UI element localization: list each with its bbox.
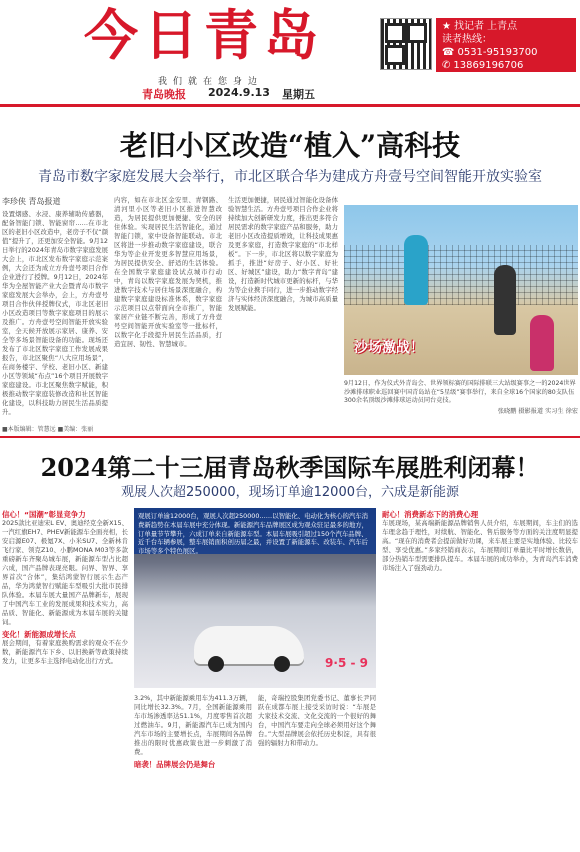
story1-column-1: 设置烟感、水浸、康养辅助传感器，配备智能门锁、智能窗帘……在市北区的老旧小区改造中，老房子不仅“颜值”提升了，还更加安全智能。9月12日举行的2024年青岛市数字家庭发展大会上，市北区发布数字家庭示范案例，大会还为成立方舟壹号项目合作企业进行了授牌。9月12日，2024年华为全屋智能产业大会暨青岛市数字家庭发展大会举办，会上，方舟壹号项目合作伙伴授牌仪式，市北区老旧小区改造项目等数字家庭项目的展示及推广。方舟壹号空间智能开放实验室，全天候开放展示家居、康养、安全等多场景智能设备的功能。现场还发布了市北区数字家庭工作发展成果报告，市北区聚焦“八大应用场景”，在商务楼宇、学校、老旧小区、新建小区等领域“布点”16个项目开展数字家庭建设。市北区聚焦数字赋能，积极推动数字家庭装修改造和社区智能化建设，以科技助力居民生活品质提升。 <box>2 210 108 416</box>
newspaper-brand: 青岛晚报 <box>142 88 186 101</box>
photo-banner: 沙场激战！ <box>354 340 424 356</box>
photo-credit: 张晓鹏 摄影报道 实习生 徐宏 <box>497 407 578 415</box>
story2-column-1b-text: 展会期间，有着家庭换购需求的观众不在少数，新能源汽车下乡、以旧换新等政策持续发力，让更多车主选择电动化出行方式。 <box>2 639 128 665</box>
section-heading: 耐心！消费新态下的消费心理 <box>382 510 479 519</box>
mobile-number: 13869196706 <box>453 60 524 71</box>
volleyball-net <box>344 245 578 305</box>
section-divider <box>0 436 580 438</box>
story2-subhead: 观展人次超250000，现场订单逾12000台，六成是新能源 <box>121 485 459 500</box>
player-figure <box>404 235 428 305</box>
section-heading: 信心！“国潮”彰显竞争力 <box>2 510 86 519</box>
contact-box <box>436 18 576 72</box>
photo-caption-text: 9月12日，作为仪式外青岛会、世界领标赛的国际排联三大站级赛事之一的2024世界沙滩排球职业巡回赛中国青岛站在“5星级”赛事举行，来自全球16个国家的80支队伍300余名顶级沙滩排球运动员同台竞技。 <box>344 380 576 405</box>
qr-finder-icon <box>385 45 405 65</box>
issue-date: 2024.9.13 <box>208 86 270 99</box>
contact-line <box>442 20 576 33</box>
section-heading: 暗袭！品牌展会仍是舞台 <box>134 760 216 769</box>
player-figure <box>530 315 554 371</box>
story2-column-4 <box>382 510 578 848</box>
story2-column-4-text: 车展现场，某高端新能源品牌销售人员介绍，车展期间，车主们的选车理念趋于理性，对续航、智能化、售后服务等方面的关注度明显提高。“现在的消费者会提前做好功课，来车展主要是实地体验、比较车型、享受优惠。”多家经销商表示，车展期间订单量比平时增长数倍，部分热销车型需要排队提车。本届车展的成功举办，为青岛汽车消费市场注入了强劲动力。 <box>382 519 578 572</box>
issue-weekday: 星期五 <box>282 88 315 101</box>
page-credit: ■本版编辑：管慧远 ■美编：张丽 <box>2 426 94 433</box>
contact-line <box>442 33 576 46</box>
photo-overlay-text: 观展订单逾12000台，观展人次超250000……以智能化、电动化为核心的汽车消费新趋势在本届车展中充分体现。新能源汽车品牌展区成为观众驻足最多的地方，订单量节节攀升，六成订单来自新能源车型。本届车展吸引超过150个汽车品牌、近千台车辆参展，整车展销面积创历届之最，并设置了新能源车、改装车、汽车后市场等多个特色展区。 <box>134 508 376 554</box>
story1-subhead: 青岛市数字家庭发展大会举行，市北区联合华为建成方舟壹号空间智能开放实验室 <box>38 169 542 185</box>
story2-column-1-text: 2025款比亚迪宋L EV、奥迪经克全新X15、一汽红旗EH7、PHEV新能源车全面亮相，长安启源E07、极氪7X、小米SU7、全新林肯飞行家、领克Z10、小鹏MONA M03等多款重磅新车齐聚岛城车展，新能源车型占比超六成，国产品牌表现亮眼。问界、智界、享界首次“合体”，集结鸿蒙智行展示生态产品，华为鸿蒙智行赋能车型吸引大批市民排队体验。本届车展大量国产品牌新车，展现了中国汽车工业的发展成果和技术实力，高品质、智能化、新能源成为本届车展的关键词。 <box>2 519 128 626</box>
story2-column-1 <box>2 510 128 848</box>
masthead <box>0 0 580 110</box>
player-figure <box>494 265 516 335</box>
star-icon: ★ <box>442 21 451 32</box>
wheel-icon <box>274 656 290 672</box>
hotline-label: 读者热线： <box>442 34 492 45</box>
wheel-icon <box>208 656 224 672</box>
masthead-rule <box>0 104 580 107</box>
story1-byline: 李珍侠 青岛报道 <box>2 197 61 206</box>
contact-label: 找记者 上青点 <box>453 21 518 32</box>
expo-logo: 9·5 - 9 <box>325 656 368 670</box>
hotline-number: 0531-95193700 <box>457 47 538 58</box>
story1-headline: 老旧小区改造“植入”高科技 <box>119 129 461 162</box>
contact-line <box>442 46 576 59</box>
story1-column-2: 内容，如在市北区金安里、青钢路、清河里小区等老旧小区推进智慧改造，为居民提供更加便捷、安全的居住体验。实现居民生活智能化，通过智能门锁，家中设备智能联动。市北区将进一步推动数字家庭建设，联合华为等企业开发更多智慧应用场景，为居民提供安全、舒适的生活体验。在全国数字家庭建设试点城市行动中，青岛以数字家庭发展为契机，推进数字技术与居住场景深度融合，构建数字家庭建设标准体系，数字家庭示范项目以点带面向全市推广，智能家居产业链不断完善，形成了方舟壹号空间智能开放实验室等一批标杆，以数字化手段提升居民生活品质，打造宜居、韧性、智慧城市。 <box>114 196 222 348</box>
phone-icon: ☎ <box>442 47 455 58</box>
photo-caption <box>344 380 578 416</box>
beach-volleyball-photo <box>344 205 578 375</box>
story1-column-3: 生活更加便捷，居民通过智能化设备体验智慧生活。方舟壹号项目合作企业将持续加大创新研发力度，推出更多符合居民需求的数字家庭产品和服务，助力老旧小区改造提质增效，让科技成果惠及更多家庭，打造数字家庭的“市北样板”。下一步，市北区将以数字家庭为抓手，推进“好房子、好小区、好社区、好城区”建设，助力“数字青岛”建设，打造新时代城市更新的标杆，与华为等企业携手同行，进一步推动数字经济与实体经济深度融合，为城市高质量发展赋能。 <box>228 196 338 312</box>
masthead-slogan: 我们就在您身边 <box>158 77 264 87</box>
section-heading: 变化！新能源成增长点 <box>2 630 76 639</box>
masthead-title: 今日青岛 <box>84 3 324 67</box>
qr-code-icon <box>380 18 432 70</box>
qr-finder-icon <box>385 23 405 43</box>
contact-line <box>442 59 576 72</box>
mobile-icon: ✆ <box>442 60 451 71</box>
qr-finder-icon <box>407 23 427 43</box>
auto-show-photo <box>134 508 376 688</box>
story2-column-3: 能，奇瑞控股集团党委书记、董事长尹同跃在成都车展上接受采访时说：“车展是大家技术交流、文化交流的一个很好的舞台，中国汽车要走向全球必须用好这个舞台。”大型品牌展会依托历史积淀，具有很强的辐射力和带动力。 <box>258 694 376 747</box>
story2-headline: 2024第二十三届青岛秋季国际车展胜利闭幕！ <box>40 453 540 482</box>
story2-column-2-text: 3.2%，其中新能源乘用车为411.3万辆，同比增长32.3%。7月，全国新能源乘用车市场渗透率达51.1%，月度零售首次超过燃油车。9月，新能源汽车已成为国内汽车市场的主要增长点，车展期间各品牌推出的限时优惠政策也进一步刺激了消费。 <box>134 694 252 756</box>
story2-column-2 <box>134 694 252 848</box>
